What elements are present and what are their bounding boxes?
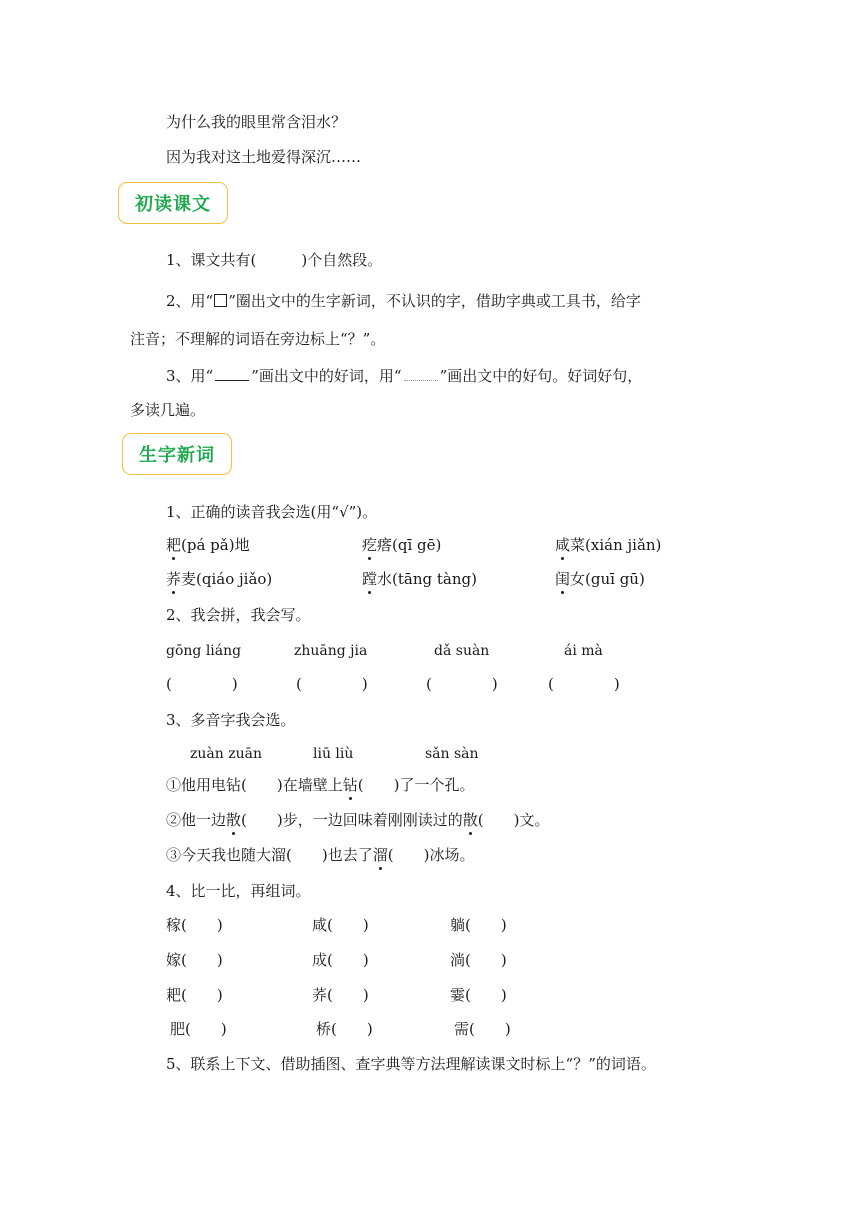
compare-word-item: 成( ) <box>312 951 369 969</box>
answer-blank[interactable]: ( ) <box>426 675 498 693</box>
part5-title: 5、联系上下文、借助插图、查字典等方法理解读课文时标上“？”的词语。 <box>166 1055 656 1073</box>
part2-title: 2、我会拼，我会写。 <box>166 606 311 624</box>
square-icon <box>214 294 227 307</box>
question-paragraph-count: 1、课文共有( )个自然段。 <box>166 251 383 269</box>
underline-icon <box>215 368 249 381</box>
pinyin-word: zuàn zuān <box>190 746 262 762</box>
answer-blank[interactable]: ( ) <box>166 675 238 693</box>
answer-blank[interactable]: ( ) <box>296 675 368 693</box>
section-header-new-words <box>122 433 232 475</box>
pinyin-choice-item: 疙瘩(qī gē) <box>362 536 442 554</box>
pinyin-word: zhuāng jia <box>294 643 368 659</box>
section-title: 初读课文 <box>135 194 211 215</box>
compare-word-item: 耙( ) <box>166 986 223 1004</box>
pinyin-choice-item: 耙(pá pǎ)地 <box>166 536 250 554</box>
pinyin-word: ái mà <box>564 643 603 659</box>
section-header-first-reading <box>118 182 228 224</box>
pinyin-word: dǎ suàn <box>434 643 490 659</box>
compare-word-item: 桥( ) <box>316 1020 373 1038</box>
pinyin-choice-item: 蹚水(tāng tàng) <box>362 570 477 588</box>
poem-line-1: 为什么我的眼里常含泪水？ <box>166 113 347 131</box>
compare-word-item: 躺( ) <box>450 916 507 934</box>
compare-word-item: 稼( ) <box>166 916 223 934</box>
question-circle-words-cont: 注音；不理解的词语在旁边标上“？”。 <box>130 330 386 348</box>
part4-title: 4、比一比，再组词。 <box>166 882 311 900</box>
question-circle-words: 2、用“ ”圈出文中的生字新词，不认识的字，借助字典或工具书，给字 <box>166 292 641 310</box>
pinyin-word: liū liù <box>313 746 354 762</box>
question-underline-cont: 多读几遍。 <box>130 401 206 419</box>
wavy-line-icon <box>404 370 438 381</box>
poem-line-2: 因为我对这土地爱得深沉…… <box>166 148 362 166</box>
polyphone-sentence-2: ②他一边散( )步，一边回味着刚刚读过的散( )文。 <box>166 811 550 829</box>
compare-word-item: 咸( ) <box>312 916 369 934</box>
compare-word-item: 霎( ) <box>450 986 507 1004</box>
compare-word-item: 肥( ) <box>170 1020 227 1038</box>
compare-word-item: 嫁( ) <box>166 951 223 969</box>
part1-title: 1、正确的读音我会选(用“√”)。 <box>166 503 378 521</box>
pinyin-word: gōng liáng <box>166 643 242 659</box>
compare-word-item: 淌( ) <box>450 951 507 969</box>
pinyin-choice-item: 荞麦(qiáo jiǎo) <box>166 570 273 588</box>
section-title: 生字新词 <box>139 445 215 466</box>
part3-title: 3、多音字我会选。 <box>166 711 296 729</box>
answer-blank[interactable]: ( ) <box>548 675 620 693</box>
compare-word-item: 荞( ) <box>312 986 369 1004</box>
polyphone-sentence-3: ③今天我也随大溜( )也去了溜( )冰场。 <box>166 846 475 864</box>
polyphone-sentence-1: ①他用电钻( )在墙壁上钻( )了一个孔。 <box>166 776 475 794</box>
question-underline: 3、用“ ”画出文中的好词，用“ ”画出文中的好句。好词好句， <box>166 367 643 385</box>
pinyin-word: sǎn sàn <box>425 746 479 762</box>
pinyin-choice-item: 闺女(guī gū) <box>555 570 645 588</box>
compare-word-item: 需( ) <box>454 1020 511 1038</box>
pinyin-choice-item: 咸菜(xián jiǎn) <box>555 536 662 554</box>
